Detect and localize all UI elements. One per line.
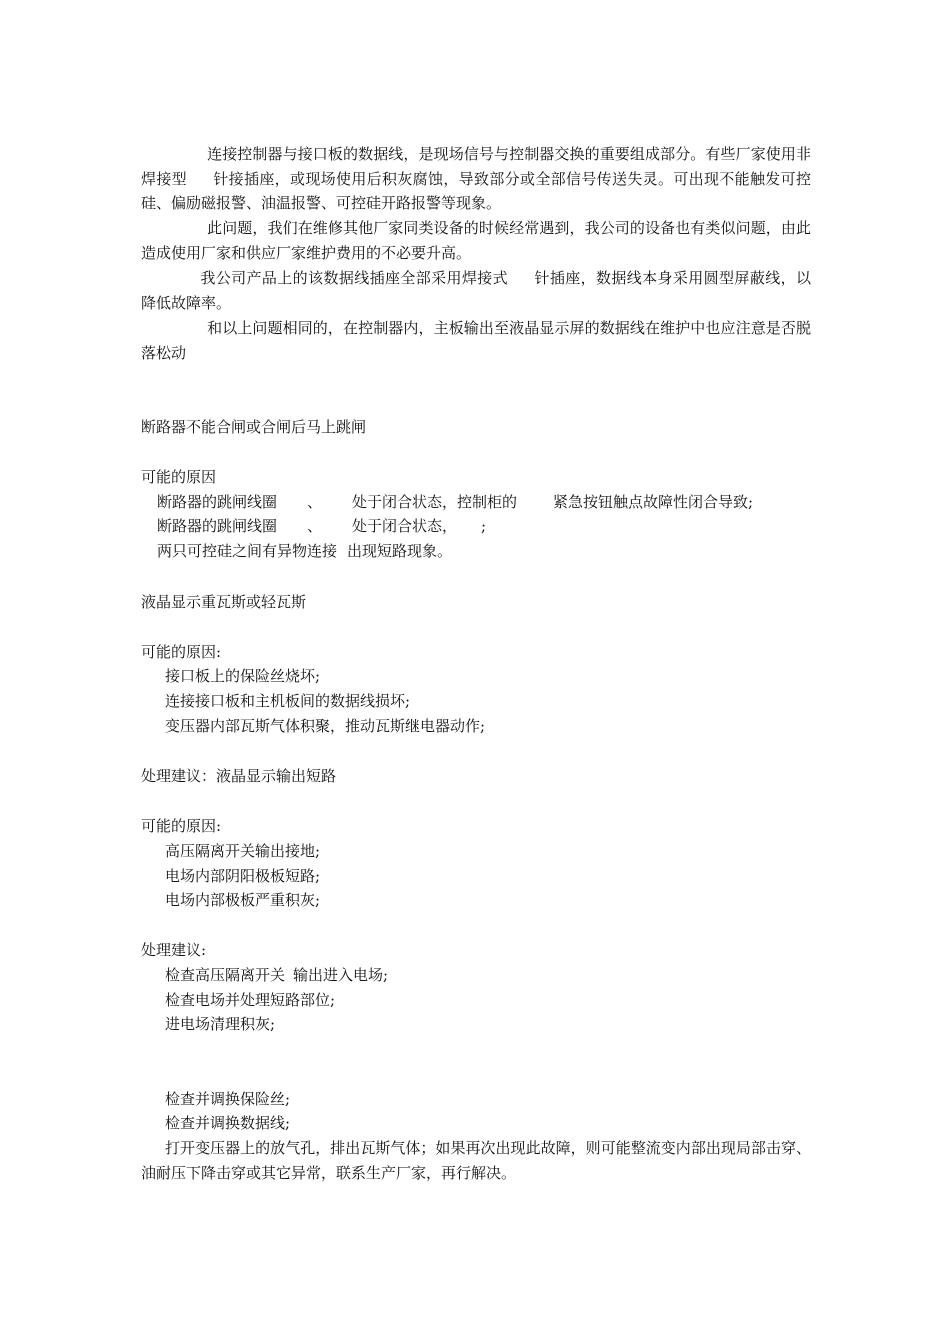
advice-gas-1: 检查并调换保险丝; [165, 1090, 291, 1108]
paragraph-1-text-b: 针接插座，或现场使用后积灰腐蚀，导致部分或全部信号传送失灵。可出现不能触发可控硅、偏励磁报警、油温报警、可控硅开路报警等现象。 [141, 169, 811, 212]
paragraph-lcd-cable [141, 316, 811, 365]
advice-gas-3-text: 打开变压器上的放气孔，排出瓦斯气体；如果再次出现此故障，则可能整流变内部出现局部击穿、油耐压下降击穿或其它异常，联系生产厂家，再行解决。 [141, 1139, 811, 1182]
cause-breaker-1-c: 处于闭合状态，控制柜的 [352, 493, 518, 511]
cause-heading-gas: 可能的原因: [141, 643, 222, 661]
cause-breaker-3 [157, 541, 452, 561]
cause-breaker-2 [157, 516, 486, 536]
cause-short-3: 电场内部极板严重积灰; [165, 891, 321, 909]
cause-heading-breaker: 可能的原因 [141, 468, 217, 486]
advice-gas-3 [141, 1136, 811, 1185]
advice-short-1-b: 输出进入电场; [293, 966, 389, 984]
advice-short-1 [165, 965, 388, 985]
cause-breaker-1-a: 断路器的跳闸线圈 [157, 493, 278, 511]
paragraph-2-text: 此问题，我们在维修其他厂家同类设备的时候经常遇到，我公司的设备也有类似问题，由此造成使用厂家和供应厂家维护费用的不必要升高。 [141, 219, 811, 262]
cause-breaker-1-d: 紧急按钮触点故障性闭合导致; [553, 493, 754, 511]
paragraph-3-text-a: 我公司产品上的该数据线插座全部采用焊接式 [200, 269, 509, 287]
cause-short-1: 高压隔离开关输出接地; [165, 842, 321, 860]
advice-heading-short: 处理建议: [141, 941, 207, 959]
cause-gas-1: 接口板上的保险丝烧坏; [165, 667, 321, 685]
cause-breaker-1 [157, 492, 753, 512]
cause-breaker-2-b: 、 [307, 517, 323, 535]
advice-gas-2: 检查并调换数据线; [165, 1114, 291, 1132]
cause-breaker-3-b: 出现短路现象。 [347, 542, 453, 560]
advice-short-1-a: 检查高压隔离开关 [165, 966, 286, 984]
cause-breaker-2-a: 断路器的跳闸线圈 [157, 517, 278, 535]
cause-gas-3: 变压器内部瓦斯气体积聚，推动瓦斯继电器动作; [165, 717, 486, 735]
paragraph-4-text: 和以上问题相同的，在控制器内，主板输出至液晶显示屏的数据线在维护中也应注意是否脱落松动 [141, 319, 811, 362]
paragraph-1-text-a: 连接控制器与接口板的数据线，是现场信号与控制器交换的重要组成部分。有些厂家使用非焊接型 [141, 145, 811, 188]
paragraph-our-product [141, 266, 811, 315]
section-title-gas: 液晶显示重瓦斯或轻瓦斯 [141, 593, 307, 611]
cause-breaker-2-d: ; [481, 517, 487, 535]
cause-heading-short: 可能的原因: [141, 817, 222, 835]
cause-breaker-1-b: 、 [307, 493, 323, 511]
advice-short-2: 检查电场并处理短路部位; [165, 991, 336, 1009]
cause-breaker-3-a: 两只可控硅之间有异物连接 [157, 542, 338, 560]
paragraph-3-text-b: 针插座，数据线本身采用圆型屏蔽线，以降低故障率。 [141, 269, 811, 312]
paragraph-data-cable [141, 142, 811, 216]
advice-short-3: 进电场清理积灰; [165, 1015, 276, 1033]
section-title-breaker: 断路器不能合闸或合闸后马上跳闸 [141, 418, 367, 436]
cause-gas-2: 连接接口板和主机板间的数据线损坏; [165, 692, 411, 710]
section-title-short: 处理建议：液晶显示输出短路 [141, 767, 337, 785]
cause-breaker-2-c: 处于闭合状态， [352, 517, 458, 535]
paragraph-issue [141, 216, 811, 265]
cause-short-2: 电场内部阴阳极板短路; [165, 867, 321, 885]
